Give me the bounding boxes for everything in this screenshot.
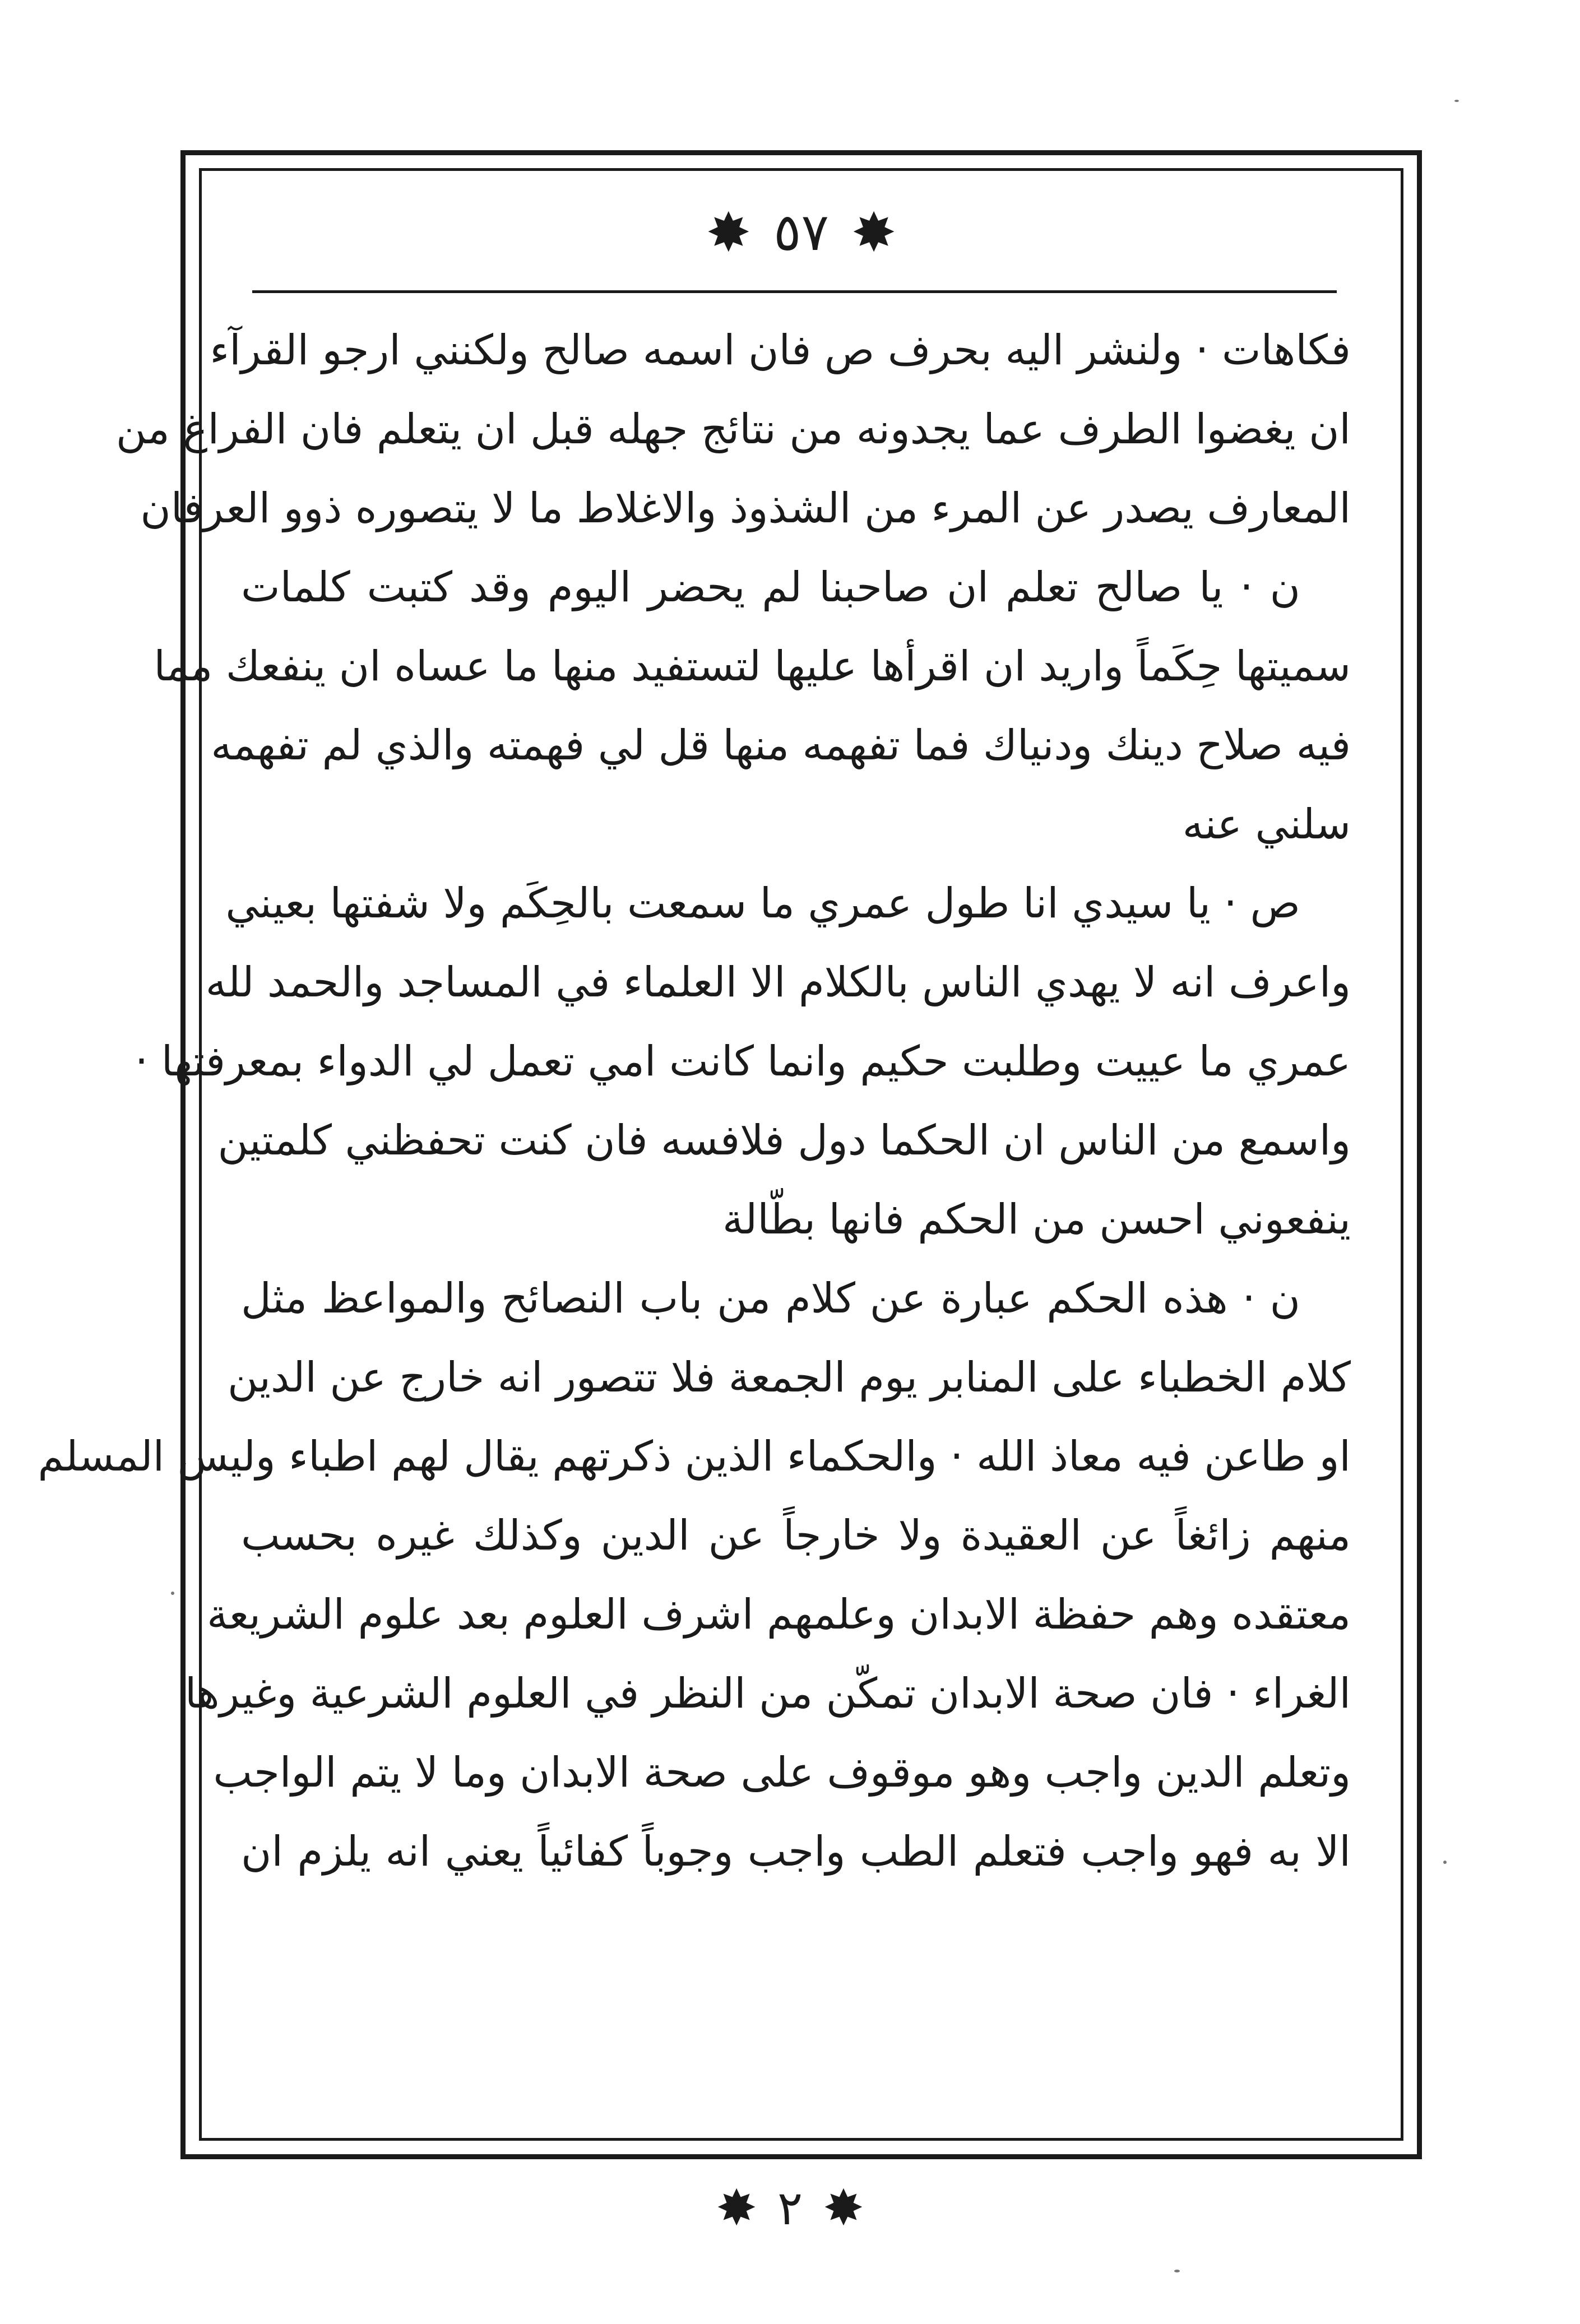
star-flower-ornament-icon: ✸ [823,2179,864,2237]
text-line: واسمع من الناس ان الحكما دول فلافسه فان كنت تحفظني كلمتين [217,1116,1351,1165]
text-line: عمري ما عييت وطلبت حكيم وانما كانت امي تعمل لي الدواء بمعرفتها · [135,1037,1351,1086]
text-line: سلني عنه [1182,800,1351,848]
page-number: ٥٧ [773,202,829,262]
text-line: الا به فهو واجب فتعلم الطب واجب وجوباً كفائياً يعني انه يلزم ان [241,1827,1351,1876]
star-flower-ornament-icon: ✸ [851,201,897,264]
text-line: ص · يا سيدي انا طول عمري ما سمعت بالحِكَم ولا شفتها بعيني [225,879,1300,927]
text-line: ان يغضوا الطرف عما يجدونه من نتائج جهله قبل ان يتعلم فان الفراغ من [115,405,1351,453]
scan-speck [1454,100,1459,102]
text-line: معتقده وهم حفظة الابدان وعلمهم اشرف العلوم بعد علوم الشريعة [207,1590,1351,1639]
page-header [199,199,1403,266]
page-body [38,311,1351,2093]
text-line: المعارف يصدر عن المرء من الشذوذ والاغلاط ما لا يتصوره ذوو العرفان [140,484,1351,532]
text-line: ن · يا صالح تعلم ان صاحبنا لم يحضر اليوم وقد كتبت كلمات [241,563,1300,611]
text-line: كلام الخطباء على المنابر يوم الجمعة فلا تتصور انه خارج عن الدين [228,1353,1351,1402]
page-footer [0,2174,1580,2242]
scan-speck [1174,2270,1180,2272]
signature-mark: ٢ [777,2181,803,2235]
text-line: واعرف انه لا يهدي الناس بالكلام الا العلماء في المساجد والحمد لله [205,958,1351,1006]
scan-speck [1443,1861,1447,1864]
star-flower-ornament-icon: ✸ [716,2179,757,2237]
text-line: فيه صلاح دينك ودنياك فما تفهمه منها قل لي فهمته والذي لم تفهمه [211,721,1351,769]
star-flower-ornament-icon: ✸ [706,201,752,264]
text-line: ينفعوني احسن من الحكم فانها بطّالة [722,1195,1351,1244]
text-line: سميتها حِكَماً واريد ان اقرأها عليها لتستفيد منها ما عساه ان ينفعك مما [154,642,1351,690]
text-line: ن · هذه الحكم عبارة عن كلام من باب النصائح والمواعظ مثل [241,1274,1300,1323]
text-line: فكاهات · ولنشر اليه بحرف ص فان اسمه صالح ولكنني ارجو القرآء [210,326,1351,374]
text-line: الغراء · فان صحة الابدان تمكّن من النظر في العلوم الشرعية وغيرها [184,1669,1351,1718]
scan-speck [171,1592,174,1595]
text-line: وتعلم الدين واجب وهو موقوف على صحة الابدان وما لا يتم الواجب [213,1748,1351,1797]
text-line: او طاعن فيه معاذ الله · والحكماء الذين ذكرتهم يقال لهم اطباء وليس المسلم [38,1432,1351,1481]
text-line: منهم زائغاً عن العقيدة ولا خارجاً عن الدين وكذلك غيره بحسب [241,1511,1351,1560]
header-divider [252,290,1337,293]
